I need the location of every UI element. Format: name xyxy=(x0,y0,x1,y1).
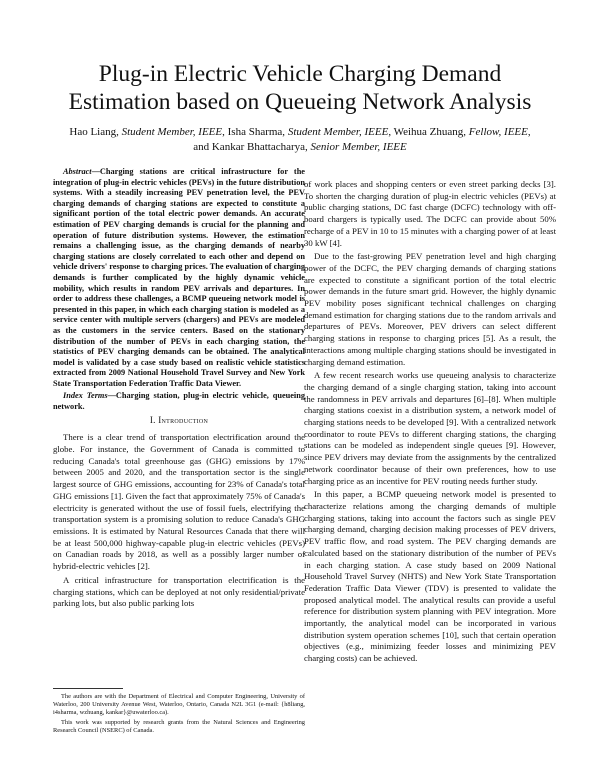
footnotes xyxy=(53,688,305,736)
author-affiliation: Student Member, IEEE xyxy=(287,126,389,138)
footnote-funding: This work was supported by research grants from the Natural Sciences and Engineering Research Council (NSERC) of Canada. xyxy=(53,718,305,734)
author-name: , Weihua Zhuang, xyxy=(388,126,469,138)
author-separator: , xyxy=(527,126,531,138)
author-affiliation: Fellow, IEEE xyxy=(468,126,528,138)
body-paragraph: There is a clear trend of transportation electrification around the globe. For instance, the Government of Canada is committed to reducing Canada's total greenhouse gas (GHG) emissions by 17% between 2005 and 2020, and the transportation sector is the single largest source of GHG emissions, accounting for 23% of Canada's total GHG emissions [1]. Given the fact that approximately 75% of Canada's electricity is generated without the use of fossil fuels, electrifying the transportation system is a promising solution to reduce Canada's GHG emissions. It is estimated by Natural Resources Canada that there will be at least 500,000 highway-capable plug-in electric vehicles (PEVs) on Canadian roads by 2018, as well as a possibly larger number of hybrid-electric vehicles [2]. xyxy=(53,432,305,572)
footnote-affiliation: The authors are with the Department of Electrical and Computer Engineering, University of Waterloo, 200 University Avenue West, Waterloo, Ontario, Canada N2L 3G1 (e-mail: {h8liang, i4sharma, wzhuang, kankar}@uwaterloo.ca). xyxy=(53,693,305,717)
author-line-1 xyxy=(40,125,560,140)
author-affiliation: Student Member, IEEE xyxy=(121,126,223,138)
right-column xyxy=(304,179,556,667)
author-list xyxy=(40,125,560,155)
index-terms-label: Index Terms xyxy=(63,391,108,401)
section-heading-introduction: I. Introduction xyxy=(149,414,209,425)
index-terms xyxy=(53,391,305,412)
body-paragraph: A few recent research works use queueing analysis to characterize the charging demand of a single charging station, taking into account the randomness in PEV arrivals and departures [6]–[8]. When multiple charging stations coexist in a distribution system, a network model of charging stations needs to be developed [9]. With a centralized network coordinator to route PEVs to different charging stations, the charging stations can be modeled as independent single queues [9]. However, since PEV drivers may deviate from the assignments by the centralized network coordinator because of their own preferences, how to use charging price as an incentive for PEV routing needs further study. xyxy=(304,370,556,486)
abstract-text: —Charging stations are critical infrastructure for the integration of plug-in electric vehicles (PEVs) in the future distribution systems. With a steadily increasing PEV penetration level, the PEV charging demands of charging stations are expected to constitute a significant portion of the total electric power demands. An accurate estimation of PEV charging demands is crucial for the planning and operation of future distribution systems. However, the estimation remains a challenging issue, as the charging demands of nearby charging stations are closely correlated to each other and depend on vehicle drivers' response to charging prices. The evaluation of charging demands is further complicated by the highly dynamic vehicle mobility, which results in random PEV arrivals and departures. In order to address these challenges, a BCMP queueing network model is presented in this paper, in which each charging station is modeled as a service center with multiple servers (chargers) and PEVs are modeled as the customers in the service centers. Based on the stationary distribution of the number of PEVs in each charging station, the statistics of PEV charging demands can be obtained. The analytical model is validated by a case study based on realistic vehicle statistics extracted from 2009 National Household Travel Survey and New York State Transportation Federation Traffic Data Viewer. xyxy=(53,167,305,388)
body-paragraph: A critical infrastructure for transportation electrification is the charging stations, which can be deployed at not only residential/private parking lots, but also public parking lots xyxy=(53,574,305,609)
title-line-2: Estimation based on Queueing Network Analysis xyxy=(68,89,532,115)
index-terms-text: —Charging station, plug-in electric vehicle, queueing network. xyxy=(53,391,306,412)
title-line-1: Plug-in Electric Vehicle Charging Demand xyxy=(98,61,502,87)
author-affiliation: Senior Member, IEEE xyxy=(310,141,407,153)
abstract-label: Abstract xyxy=(63,167,92,176)
body-paragraph: In this paper, a BCMP queueing network model is presented to characterize relations among the charging demands of multiple charging stations, taking into account the factors such as single PEV charging demand, charging decision making processes of PEV drivers, PEV traffic flow, and road system. The PEV charging demands are calculated based on the stationary distribution of the number of PEVs in each charging station. A case study based on 2009 National Household Travel Survey (NHTS) and New York State Transportation Federation Traffic Data Viewer (TDV) is presented to validate the proposed analytical model. The analytical results can provide a useful reference for distribution system planning with PEV integration. More importantly, the analytical model can be incorporated in various distribution system operation schemes [10], such that certain operation objectives (e.g., minimizing feeder losses and minimizing PEV charging costs) can be achieved. xyxy=(304,489,556,664)
body-paragraph: Due to the fast-growing PEV penetration level and high charging power of the DCFC, the PEV charging demands of charging stations are expected to constitute a significant portion of the total electric power demands in the future smart grid. However, the highly dynamic PEV mobility poses significant technical challenges on charging demand estimation for charging stations due to the random arrivals and departures of PEVs. Moreover, PEV drivers can select different charging stations in response to charging prices [5]. As a result, the interactions among multiple charging stations should be investigated in charging demand estimation. xyxy=(304,251,556,367)
body-paragraph: of work places and shopping centers or even street parking decks [3]. To shorten the charging duration of plug-in electric vehicles (PEVs) at public charging stations, DC fast charge (DCFC) technology with off-board chargers is typically used. The DCFC can provide about 50% recharge of a PEV in 10 to 15 minutes with a charging power of at least 30 kW [4]. xyxy=(304,179,556,248)
author-name: , Isha Sharma, xyxy=(222,126,288,138)
author-line-2 xyxy=(40,140,560,155)
footnote-rule xyxy=(53,688,123,689)
abstract xyxy=(53,167,305,389)
author-name: and Kankar Bhattacharya, xyxy=(193,141,311,153)
left-column xyxy=(53,167,305,612)
paper-title xyxy=(40,60,560,116)
author-name: Hao Liang, xyxy=(69,126,122,138)
